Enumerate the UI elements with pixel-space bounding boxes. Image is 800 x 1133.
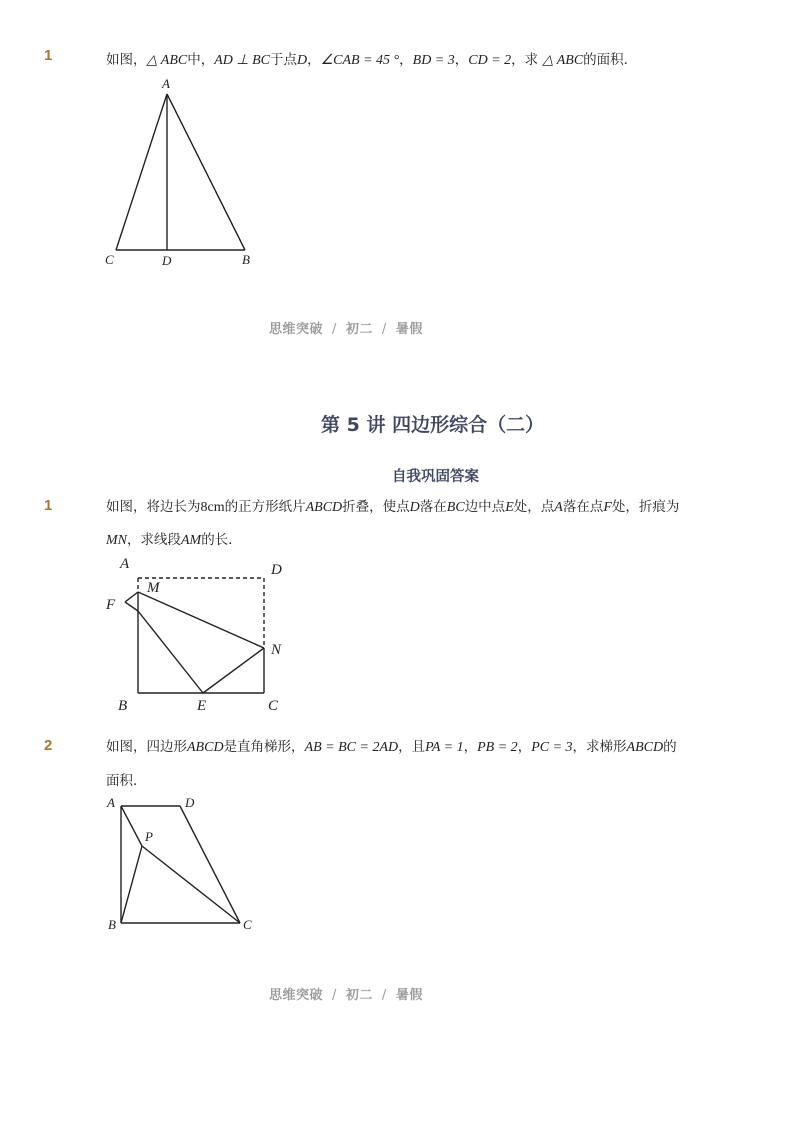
math-segment: CD = 2 <box>468 53 512 68</box>
text-segment: 处，点 <box>513 499 555 515</box>
label-f: F <box>106 597 116 613</box>
label-a: A <box>120 556 130 572</box>
label-c: C <box>105 252 114 267</box>
edge-dc <box>180 806 240 923</box>
footer-text: 思维突破 <box>269 988 324 1003</box>
footer-text: 初二 <box>345 988 373 1003</box>
math-segment: PC = 3 <box>531 740 573 755</box>
label-c: C <box>243 917 252 932</box>
trapezoid-figure <box>0 790 800 940</box>
math-segment: ABCD <box>187 740 224 755</box>
label-n: N <box>271 642 282 658</box>
footer-separator: / <box>381 322 387 337</box>
problem-number: 2 <box>44 737 53 754</box>
segment-pc <box>142 846 240 923</box>
math-segment: AB = BC = 2AD <box>304 740 399 755</box>
label-b: B <box>108 917 116 932</box>
page-footer <box>269 984 423 1003</box>
folded-square-figure <box>0 550 800 720</box>
problem-text <box>106 497 679 518</box>
text-segment: ，求梯形 <box>572 739 627 755</box>
label-d: D <box>162 253 172 268</box>
label-p: P <box>145 829 153 844</box>
section-title: 自我巩固答案 <box>392 469 479 485</box>
segment-fm <box>125 592 138 602</box>
text-segment: ， <box>399 52 413 68</box>
text-segment: ， <box>463 739 478 755</box>
text-segment: 于点 <box>269 52 297 68</box>
segment-pb <box>121 846 142 923</box>
segment-f <box>125 602 138 611</box>
math-segment: BC <box>446 500 465 515</box>
triangle-figure <box>0 0 800 280</box>
math-segment: △ ABC <box>146 53 188 68</box>
math-segment: 8cm <box>200 500 225 515</box>
math-segment: MN <box>106 533 127 548</box>
problem-number: 1 <box>44 497 53 514</box>
footer-separator: / <box>332 322 337 337</box>
text-segment: 如图，将边长为 <box>106 499 201 515</box>
text-segment: 是直角梯形， <box>223 739 305 755</box>
footer-text: 思维突破 <box>269 322 324 337</box>
text-segment: 边中点 <box>464 499 506 515</box>
label-a: A <box>162 76 170 91</box>
math-segment: PB = 2 <box>477 740 518 755</box>
side-ab <box>167 94 245 250</box>
problem-text <box>106 737 677 758</box>
segment-ef <box>138 611 203 693</box>
text-segment: 处，折痕为 <box>611 499 680 515</box>
text-segment: 的正方形纸片 <box>224 499 306 515</box>
fold-line-mn <box>138 592 264 648</box>
text-segment: 中， <box>187 52 215 68</box>
label-d: D <box>185 795 195 810</box>
text-segment: 折叠，使点 <box>342 499 410 515</box>
problem-text-line2 <box>106 771 147 791</box>
math-segment: D <box>296 53 308 68</box>
text-segment: ，求线段 <box>127 532 181 548</box>
label-d: D <box>271 562 282 578</box>
text-segment: ，求 <box>511 52 543 68</box>
label-b: B <box>118 698 128 714</box>
math-segment: D <box>409 500 420 515</box>
text-segment: 如图，四边形 <box>106 739 187 755</box>
math-segment: A <box>554 500 563 515</box>
text-segment: 的 <box>663 739 677 755</box>
text-segment: ， <box>307 52 321 68</box>
footer-text: 暑假 <box>395 988 423 1003</box>
text-segment: 面积． <box>106 773 147 789</box>
footer-separator: / <box>381 988 387 1003</box>
label-b: B <box>242 252 250 267</box>
text-segment: 落在点 <box>562 499 604 515</box>
math-segment: ABCD <box>305 500 343 515</box>
math-segment: ∠CAB = 45 ° <box>320 53 400 68</box>
math-segment: AM <box>181 533 202 548</box>
label-c: C <box>268 698 279 714</box>
text-segment: ，且 <box>398 739 426 755</box>
problem-text-line2 <box>106 530 242 551</box>
text-segment: 的长． <box>201 532 242 548</box>
math-segment: △ ABC <box>542 53 584 68</box>
side-ac <box>116 94 167 250</box>
math-segment: AD ⊥ BC <box>214 53 270 68</box>
text-segment: 落在 <box>419 499 447 515</box>
label-e: E <box>197 698 207 714</box>
footer-text: 初二 <box>345 322 373 337</box>
footer-separator: / <box>332 988 337 1003</box>
math-segment: PA = 1 <box>425 740 464 755</box>
segment-ne <box>203 648 264 693</box>
lecture-title: 第 5 讲 四边形综合（二） <box>321 414 545 436</box>
footer-text: 暑假 <box>395 322 423 337</box>
text-segment: ， <box>517 739 532 755</box>
math-segment: BD = 3 <box>412 53 455 68</box>
text-segment: ， <box>454 52 469 68</box>
text-segment: 如图， <box>106 52 147 68</box>
segment-pa <box>121 806 142 846</box>
math-segment: ABCD <box>626 740 664 755</box>
text-segment: 的面积． <box>583 52 638 68</box>
problem-number: 1 <box>44 47 53 64</box>
math-segment: E <box>505 500 514 515</box>
page-footer <box>269 318 423 337</box>
math-segment: F <box>603 500 612 515</box>
label-m: M <box>147 580 160 596</box>
label-a: A <box>107 795 115 810</box>
